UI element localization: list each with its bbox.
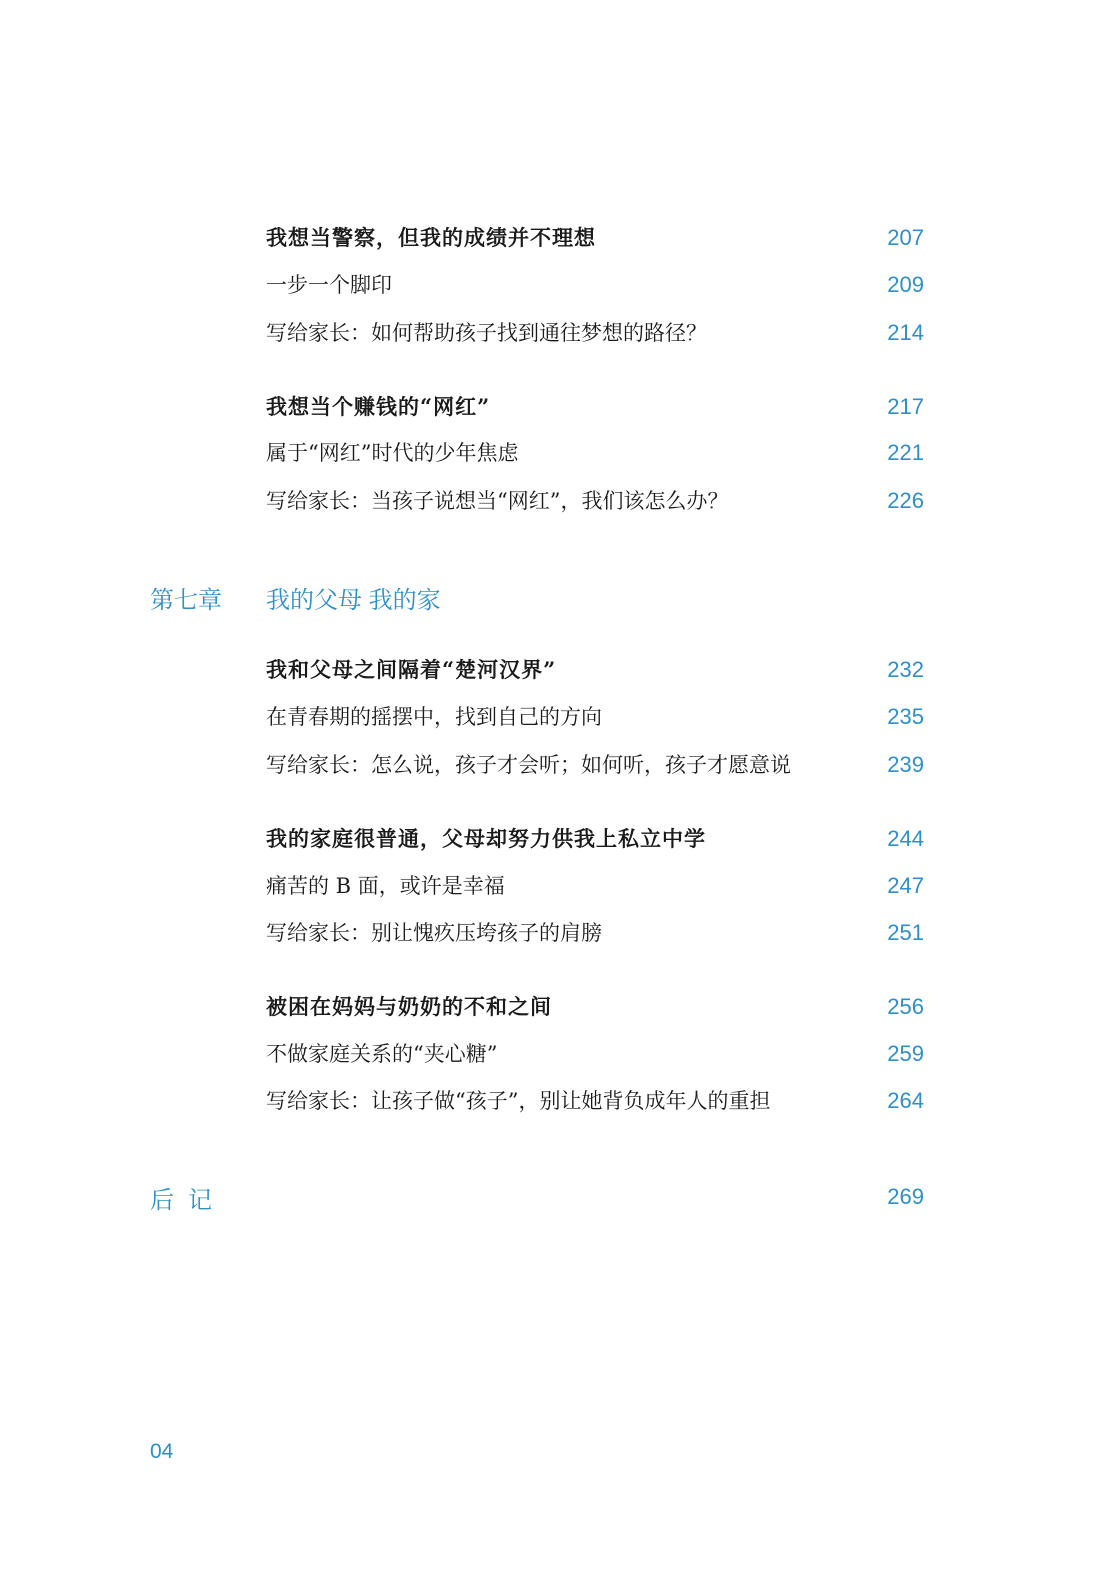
toc-entry-title: 写给家长：如何帮助孩子找到通往梦想的路径？ bbox=[266, 321, 707, 345]
toc-entry-page: 207 bbox=[887, 225, 924, 250]
toc-entry-page: 221 bbox=[887, 440, 924, 465]
toc-entry[interactable] bbox=[266, 316, 924, 350]
toc-entry-page: 226 bbox=[887, 488, 924, 513]
toc-entry[interactable] bbox=[266, 1084, 924, 1118]
chapter-title: 我的父母 我的家 bbox=[266, 586, 441, 614]
toc-entry[interactable] bbox=[266, 916, 924, 950]
afterword-entry[interactable] bbox=[150, 1177, 924, 1217]
toc-entry-title: 痛苦的 B 面，或许是幸福 bbox=[266, 874, 505, 898]
toc-entry[interactable] bbox=[266, 700, 924, 734]
toc-entry[interactable] bbox=[266, 869, 924, 903]
afterword-page: 269 bbox=[887, 1184, 924, 1209]
toc-entry-title: 写给家长：让孩子做“孩子”，别让她背负成年人的重担 bbox=[266, 1089, 771, 1113]
toc-entry-title: 在青春期的摇摆中，找到自己的方向 bbox=[266, 705, 602, 729]
toc-entry-title: 我想当个赚钱的“网红” bbox=[266, 394, 491, 419]
toc-entry-title: 属于“网红”时代的少年焦虑 bbox=[266, 441, 519, 465]
toc-entry-page: 256 bbox=[887, 994, 924, 1019]
toc-entry-title: 写给家长：别让愧疚压垮孩子的肩膀 bbox=[266, 921, 602, 945]
toc-entry-title: 我的家庭很普通，父母却努力供我上私立中学 bbox=[266, 826, 706, 851]
toc-entry-title: 我想当警察，但我的成绩并不理想 bbox=[266, 225, 596, 250]
toc-entry[interactable] bbox=[266, 1037, 924, 1071]
afterword-label: 后记 bbox=[150, 1186, 226, 1214]
toc-entry[interactable] bbox=[266, 822, 924, 856]
toc-entry-page: 217 bbox=[887, 394, 924, 419]
toc-entry[interactable] bbox=[266, 748, 924, 782]
toc-entry-title: 我和父母之间隔着“楚河汉界” bbox=[266, 657, 557, 682]
toc-entry-page: 244 bbox=[887, 826, 924, 851]
toc-entry-title: 写给家长：当孩子说想当“网红”，我们该怎么办？ bbox=[266, 489, 729, 513]
page-number: 04 bbox=[150, 1440, 174, 1463]
toc-entry-page: 251 bbox=[887, 920, 924, 945]
toc-entry-page: 232 bbox=[887, 657, 924, 682]
toc-entry[interactable] bbox=[266, 653, 924, 687]
toc-entry[interactable] bbox=[266, 436, 924, 470]
toc-entry-title: 被困在妈妈与奶奶的不和之间 bbox=[266, 994, 552, 1019]
toc-entry-title: 不做家庭关系的“夹心糖” bbox=[266, 1042, 498, 1066]
toc-entry-title: 一步一个脚印 bbox=[266, 273, 392, 297]
toc-entry-page: 214 bbox=[887, 320, 924, 345]
toc-entry-page: 239 bbox=[887, 752, 924, 777]
chapter-heading[interactable] bbox=[150, 577, 441, 617]
toc-entry-page: 209 bbox=[887, 272, 924, 297]
toc-entry[interactable] bbox=[266, 990, 924, 1024]
toc-entry-page: 247 bbox=[887, 873, 924, 898]
toc-entry[interactable] bbox=[266, 390, 924, 424]
toc-entry-page: 235 bbox=[887, 704, 924, 729]
toc-entry-page: 264 bbox=[887, 1088, 924, 1113]
toc-entry-page: 259 bbox=[887, 1041, 924, 1066]
toc-entry-title: 写给家长：怎么说，孩子才会听；如何听，孩子才愿意说 bbox=[266, 753, 791, 777]
toc-entry[interactable] bbox=[266, 268, 924, 302]
chapter-number: 第七章 bbox=[150, 586, 222, 614]
toc-entry[interactable] bbox=[266, 484, 924, 518]
toc-entry[interactable] bbox=[266, 221, 924, 255]
